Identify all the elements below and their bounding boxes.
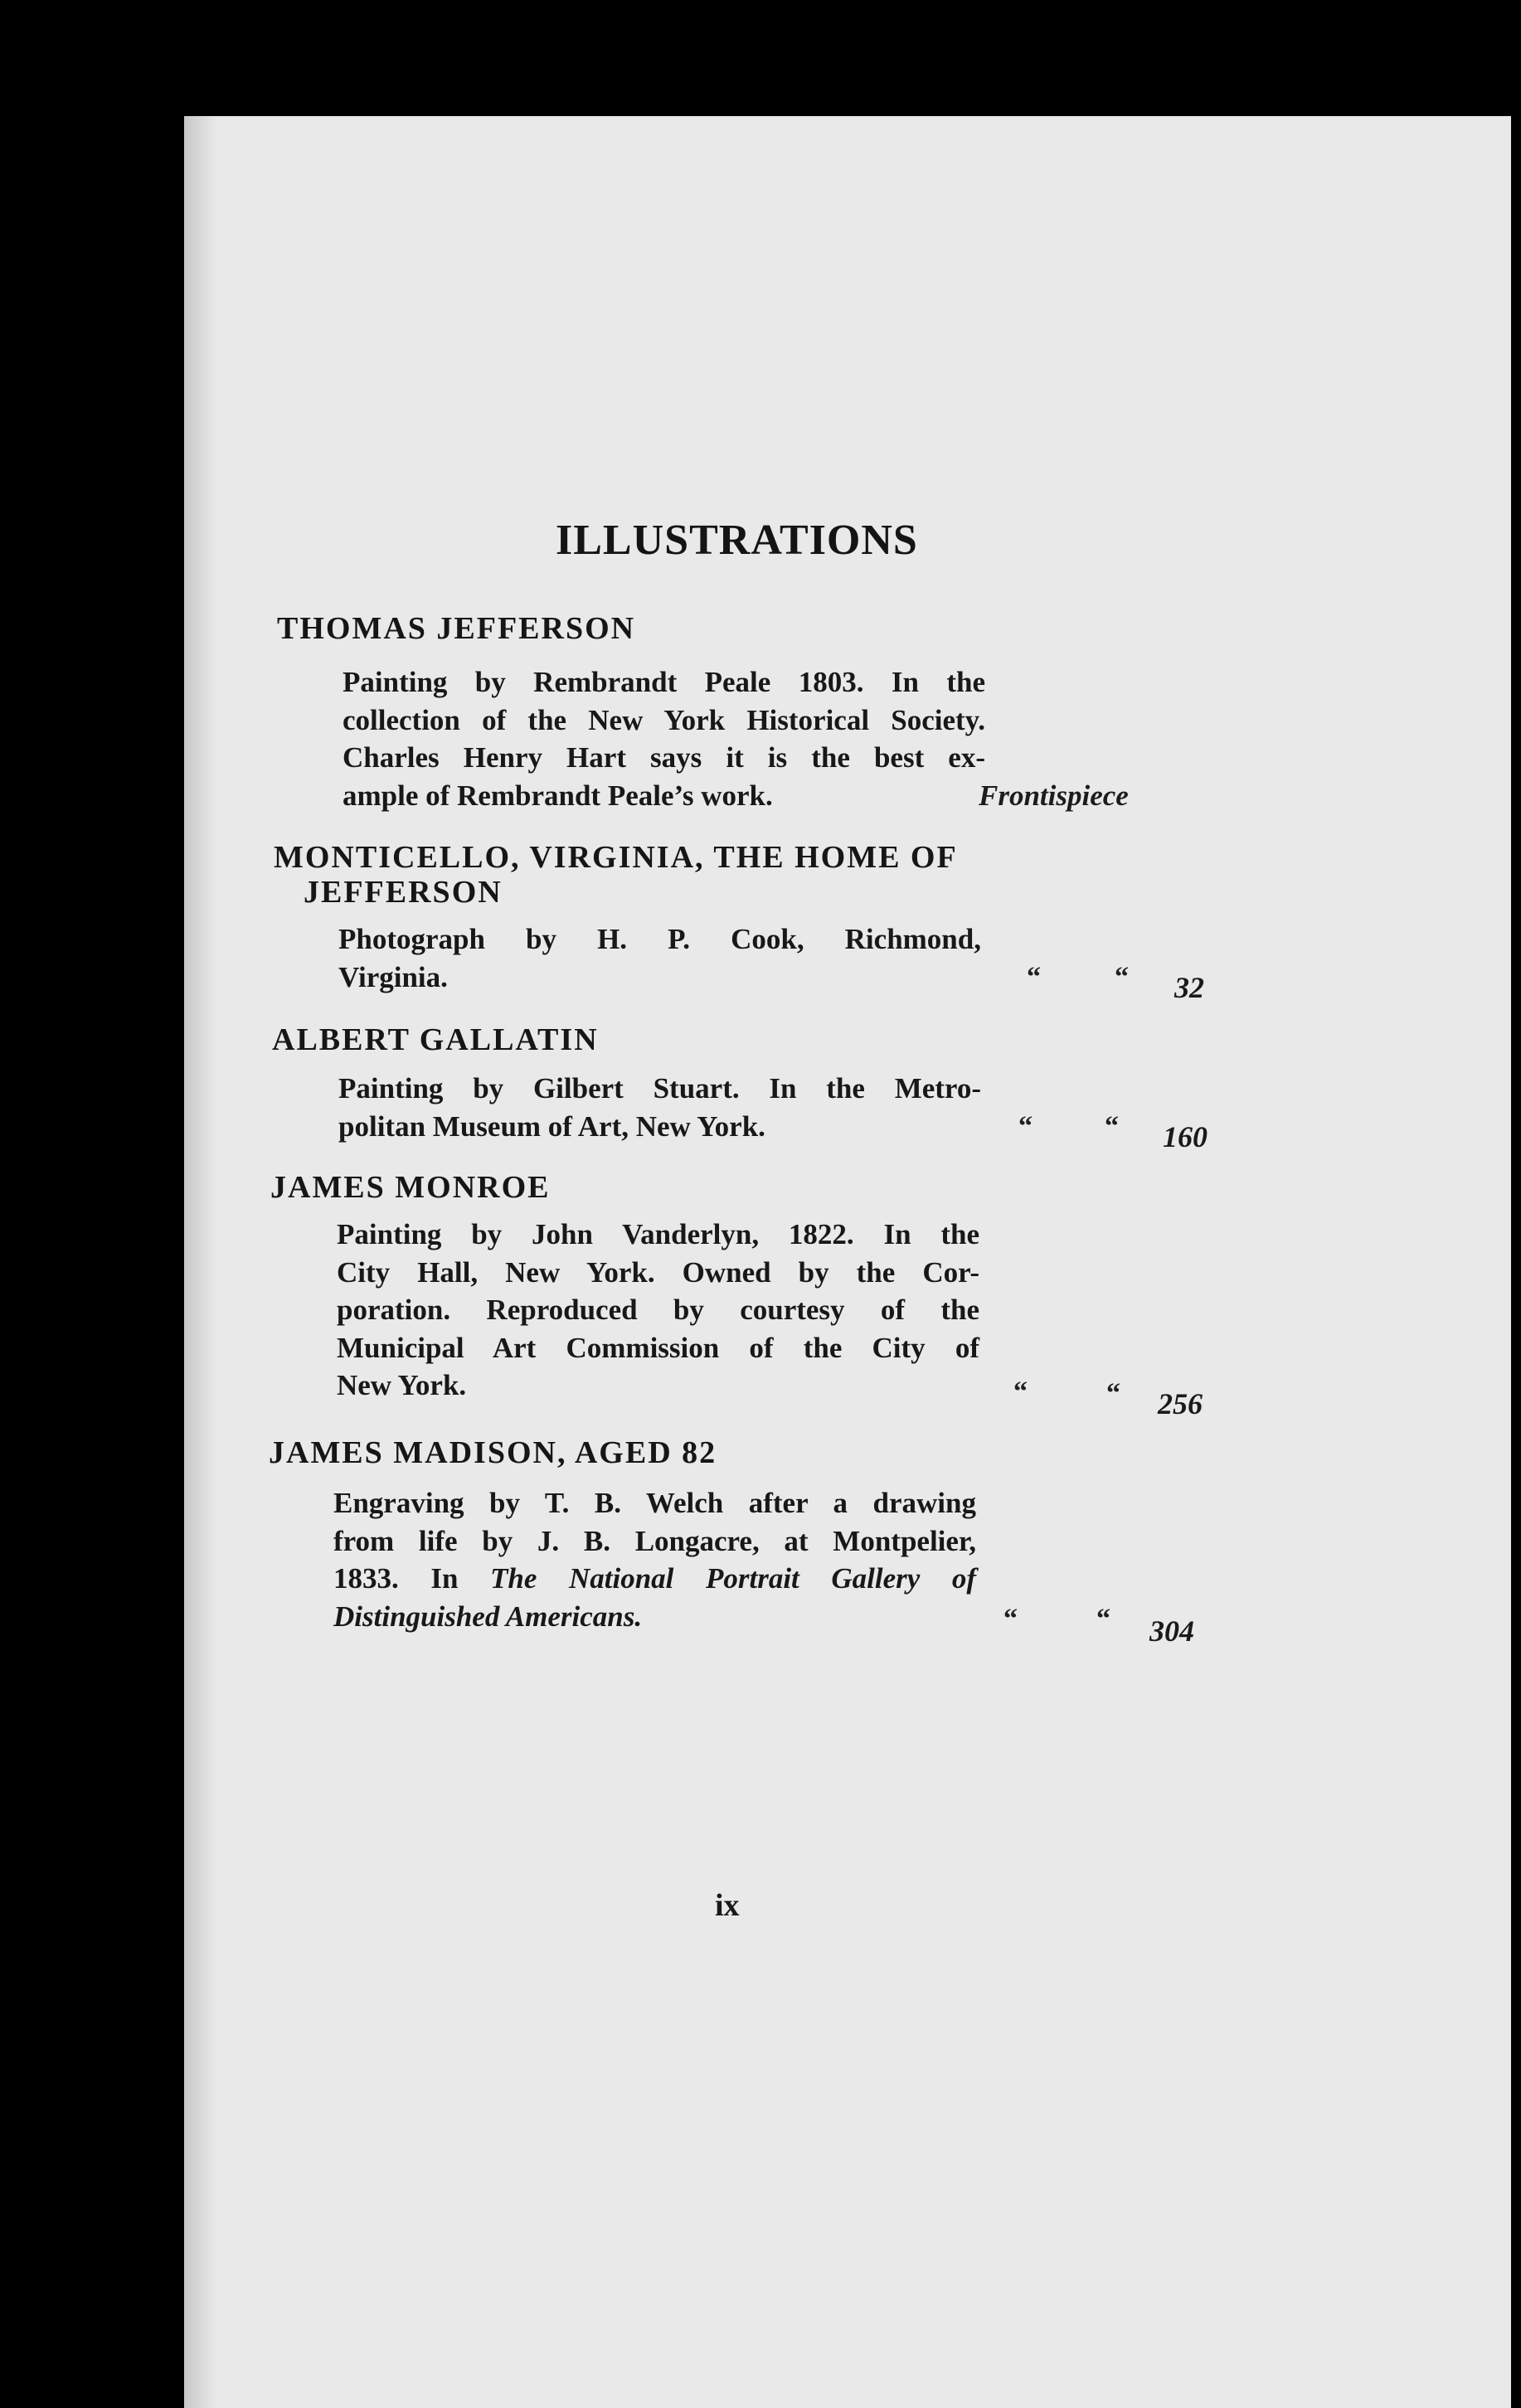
page-number-madison: 304 (1149, 1614, 1194, 1648)
ditto-mark: “ (1115, 962, 1129, 993)
description-line: from life by J. B. Longacre, at Montpelier, (333, 1524, 976, 1557)
page-number-monroe: 256 (1158, 1387, 1203, 1420)
entry-title-monticello-continued: JEFFERSON (304, 875, 503, 910)
description-line: politan Museum of Art, New York. (338, 1109, 765, 1143)
entry-description-monroe (337, 1216, 979, 1405)
entry-description-madison (333, 1484, 976, 1635)
description-line: collection of the New York Historical Society. (343, 703, 985, 736)
ditto-mark: “ (1105, 1111, 1119, 1142)
entry-title-jefferson: THOMAS JEFFERSON (277, 611, 636, 646)
entry-description-monticello (338, 920, 981, 996)
ditto-mark: “ (1003, 1604, 1018, 1634)
ditto-mark: “ (1096, 1604, 1110, 1634)
description-line: City Hall, New York. Owned by the Cor- (337, 1255, 979, 1289)
description-text: 1833. In (333, 1562, 491, 1595)
description-line: Painting by Rembrandt Peale 1803. In the (343, 666, 985, 698)
ditto-mark: “ (1027, 962, 1041, 993)
description-line: poration. Reproduced by courtesy of the (337, 1294, 979, 1326)
entry-title-monticello: MONTICELLO, VIRGINIA, THE HOME OF (274, 840, 958, 875)
page-heading: ILLUSTRATIONS (556, 517, 918, 564)
entry-description-gallatin (338, 1070, 981, 1145)
placement-frontispiece: Frontispiece (979, 779, 1129, 812)
description-line: Municipal Art Commission of the City of (337, 1331, 979, 1364)
description-line: Painting by John Vanderlyn, 1822. In the (337, 1218, 979, 1250)
entry-title-monroe: JAMES MONROE (270, 1170, 551, 1205)
description-line: Photograph by H. P. Cook, Richmond, (338, 923, 981, 955)
page-number-monticello: 32 (1174, 971, 1204, 1004)
entry-title-madison: JAMES MADISON, AGED 82 (269, 1435, 717, 1470)
description-line: Charles Henry Hart says it is the best ex- (343, 741, 985, 774)
ditto-mark: “ (1013, 1376, 1028, 1407)
description-line: Virginia. (338, 960, 448, 993)
description-line: Painting by Gilbert Stuart. In the Metro- (338, 1072, 981, 1104)
book-title-italic: The National Portrait Gallery of (490, 1562, 977, 1595)
page-folio: ix (715, 1888, 740, 1923)
description-line: Engraving by T. B. Welch after a drawing (333, 1487, 976, 1519)
book-title-italic: Distinguished Americans. (333, 1600, 643, 1633)
page-gutter-shadow (184, 116, 217, 2408)
description-line: New York. (337, 1369, 467, 1401)
description-line (333, 1560, 976, 1598)
ditto-mark: “ (1018, 1111, 1033, 1142)
description-line: ample of Rembrandt Peale’s work. (343, 779, 773, 812)
entry-description-jefferson (343, 663, 985, 814)
ditto-mark: “ (1106, 1378, 1120, 1409)
page-number-gallatin: 160 (1163, 1120, 1208, 1153)
entry-title-gallatin: ALBERT GALLATIN (272, 1022, 599, 1057)
